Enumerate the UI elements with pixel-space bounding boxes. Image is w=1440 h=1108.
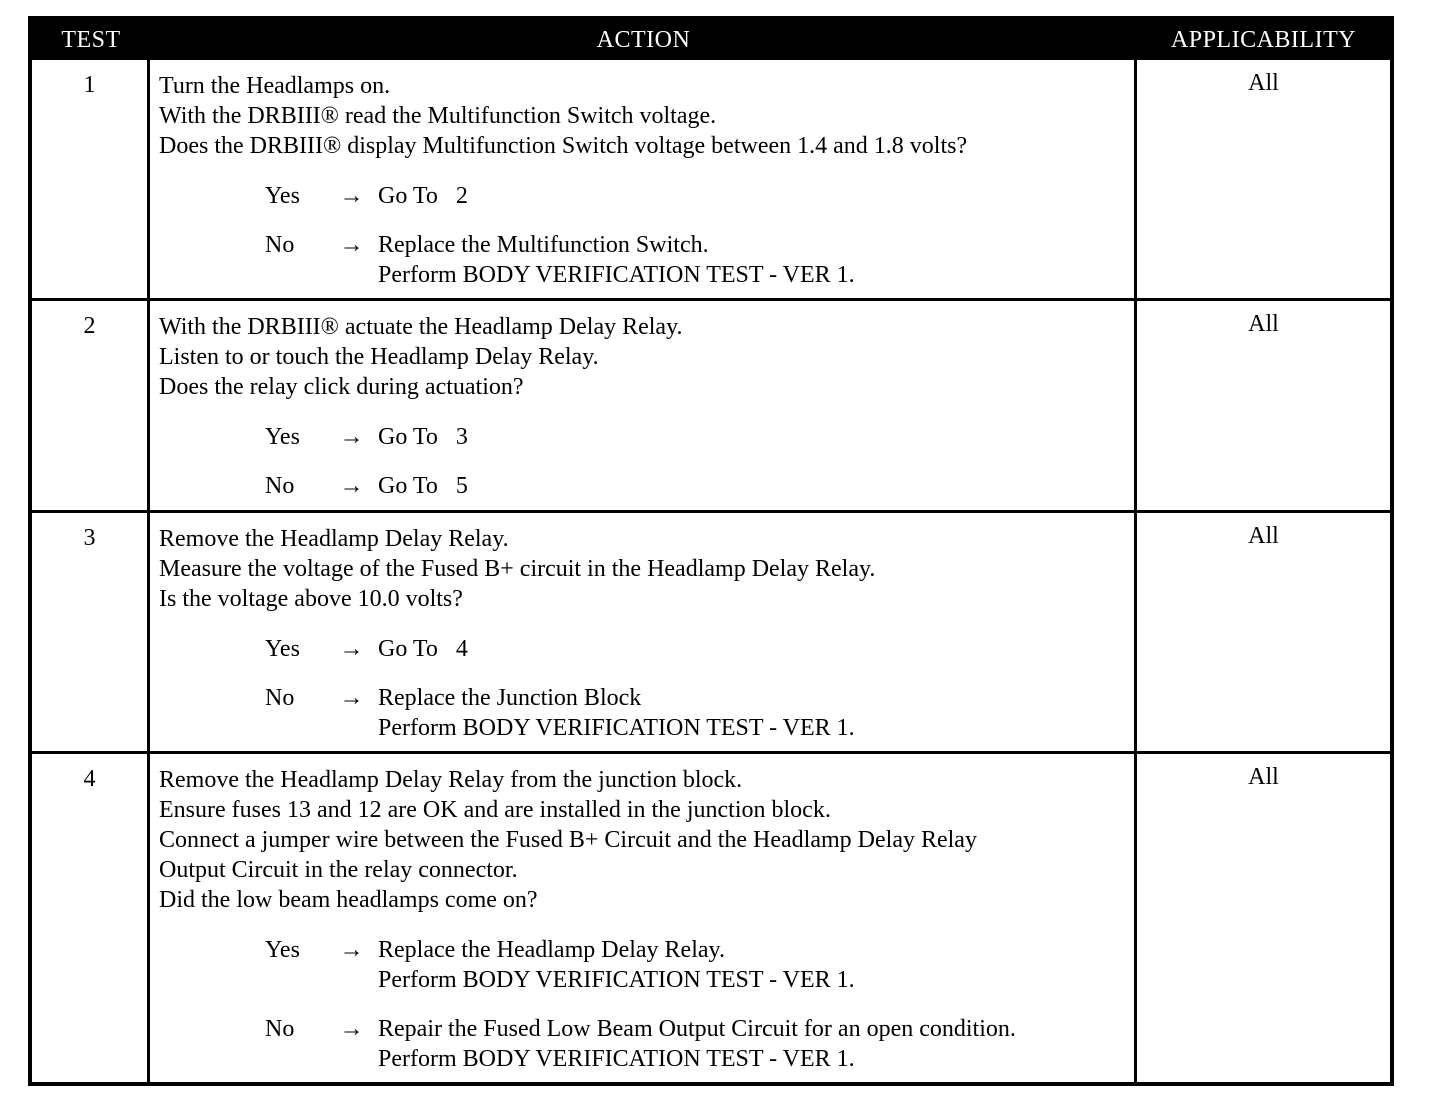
answer-label: Yes	[265, 424, 300, 450]
answer-line: Perform BODY VERIFICATION TEST - VER 1.	[378, 262, 855, 288]
action-line: Turn the Headlamps on.	[159, 73, 391, 99]
answer-line: Go To 2	[378, 183, 468, 209]
answer-no	[159, 1014, 1128, 1074]
table-header	[32, 20, 1390, 60]
applicability-cell: All	[1248, 764, 1279, 790]
arrow-right-icon: →	[339, 685, 364, 711]
action-line: Does the DRBIII® display Multifunction Switch voltage between 1.4 and 1.8 volts?	[159, 133, 968, 159]
answer-line: Replace the Junction Block	[378, 685, 642, 711]
answer-text	[378, 634, 468, 664]
answer-group	[159, 422, 1128, 501]
action-line: Remove the Headlamp Delay Relay.	[159, 526, 509, 552]
answer-yes	[159, 181, 1128, 211]
answer-group	[159, 181, 1128, 290]
arrow-right-icon: →	[339, 937, 364, 963]
test-number: 1	[32, 60, 150, 298]
answer-label: Yes	[265, 937, 300, 963]
action-line: Is the voltage above 10.0 volts?	[159, 586, 463, 612]
action-line: Output Circuit in the relay connector.	[159, 857, 518, 883]
answer-text	[378, 181, 468, 211]
answer-no	[159, 683, 1128, 743]
answer-line: Replace the Multifunction Switch.	[378, 232, 709, 258]
arrow-right-icon: →	[339, 183, 364, 209]
answer-label: No	[265, 473, 295, 499]
answer-label: No	[265, 232, 295, 258]
header-action: ACTION	[596, 26, 691, 53]
answer-group	[159, 634, 1128, 743]
answer-line: Go To 4	[378, 636, 468, 662]
answer-text	[378, 935, 855, 995]
table-row	[32, 60, 1390, 301]
test-number: 4	[32, 754, 150, 1082]
action-line: Measure the voltage of the Fused B+ circuit in the Headlamp Delay Relay.	[159, 556, 876, 582]
answer-label: Yes	[265, 183, 300, 209]
action-line: Ensure fuses 13 and 12 are OK and are installed in the junction block.	[159, 797, 831, 823]
answer-group	[159, 935, 1128, 1074]
answer-text	[378, 230, 855, 290]
answer-label: No	[265, 685, 295, 711]
action-line: Listen to or touch the Headlamp Delay Relay.	[159, 344, 599, 370]
diagnostic-test-table	[28, 16, 1394, 1086]
arrow-right-icon: →	[339, 473, 364, 499]
action-cell	[150, 301, 1137, 510]
header-applicability: APPLICABILITY	[1170, 26, 1357, 53]
answer-yes	[159, 422, 1128, 452]
answer-text	[378, 422, 468, 452]
answer-label: Yes	[265, 636, 300, 662]
action-line: Does the relay click during actuation?	[159, 374, 524, 400]
answer-line: Go To 5	[378, 473, 468, 499]
answer-label: No	[265, 1016, 295, 1042]
answer-yes	[159, 935, 1128, 995]
answer-yes	[159, 634, 1128, 664]
table-body	[32, 60, 1390, 1082]
answer-no	[159, 471, 1128, 501]
answer-line: Perform BODY VERIFICATION TEST - VER 1.	[378, 715, 855, 741]
action-cell	[150, 754, 1137, 1082]
answer-line: Go To 3	[378, 424, 468, 450]
table-row	[32, 301, 1390, 513]
header-test: TEST	[61, 26, 121, 53]
test-number: 3	[32, 513, 150, 751]
answer-line: Replace the Headlamp Delay Relay.	[378, 937, 725, 963]
table-row	[32, 513, 1390, 754]
action-line: Did the low beam headlamps come on?	[159, 887, 538, 913]
arrow-right-icon: →	[339, 636, 364, 662]
table-row	[32, 754, 1390, 1082]
applicability-cell: All	[1248, 311, 1279, 337]
action-line: Connect a jumper wire between the Fused B+ Circuit and the Headlamp Delay Relay	[159, 827, 977, 853]
arrow-right-icon: →	[339, 424, 364, 450]
applicability-cell: All	[1248, 523, 1279, 549]
answer-line: Repair the Fused Low Beam Output Circuit for an open condition.	[378, 1016, 1016, 1042]
answer-line: Perform BODY VERIFICATION TEST - VER 1.	[378, 1046, 855, 1072]
answer-text	[378, 683, 855, 743]
answer-line: Perform BODY VERIFICATION TEST - VER 1.	[378, 967, 855, 993]
action-line: With the DRBIII® actuate the Headlamp Delay Relay.	[159, 314, 683, 340]
answer-text	[378, 1014, 1016, 1074]
answer-text	[378, 471, 468, 501]
action-cell	[150, 513, 1137, 751]
answer-no	[159, 230, 1128, 290]
action-line: Remove the Headlamp Delay Relay from the junction block.	[159, 767, 743, 793]
arrow-right-icon: →	[339, 232, 364, 258]
action-line: With the DRBIII® read the Multifunction Switch voltage.	[159, 103, 717, 129]
test-number: 2	[32, 301, 150, 510]
applicability-cell: All	[1248, 70, 1279, 96]
action-cell	[150, 60, 1137, 298]
arrow-right-icon: →	[339, 1016, 364, 1042]
